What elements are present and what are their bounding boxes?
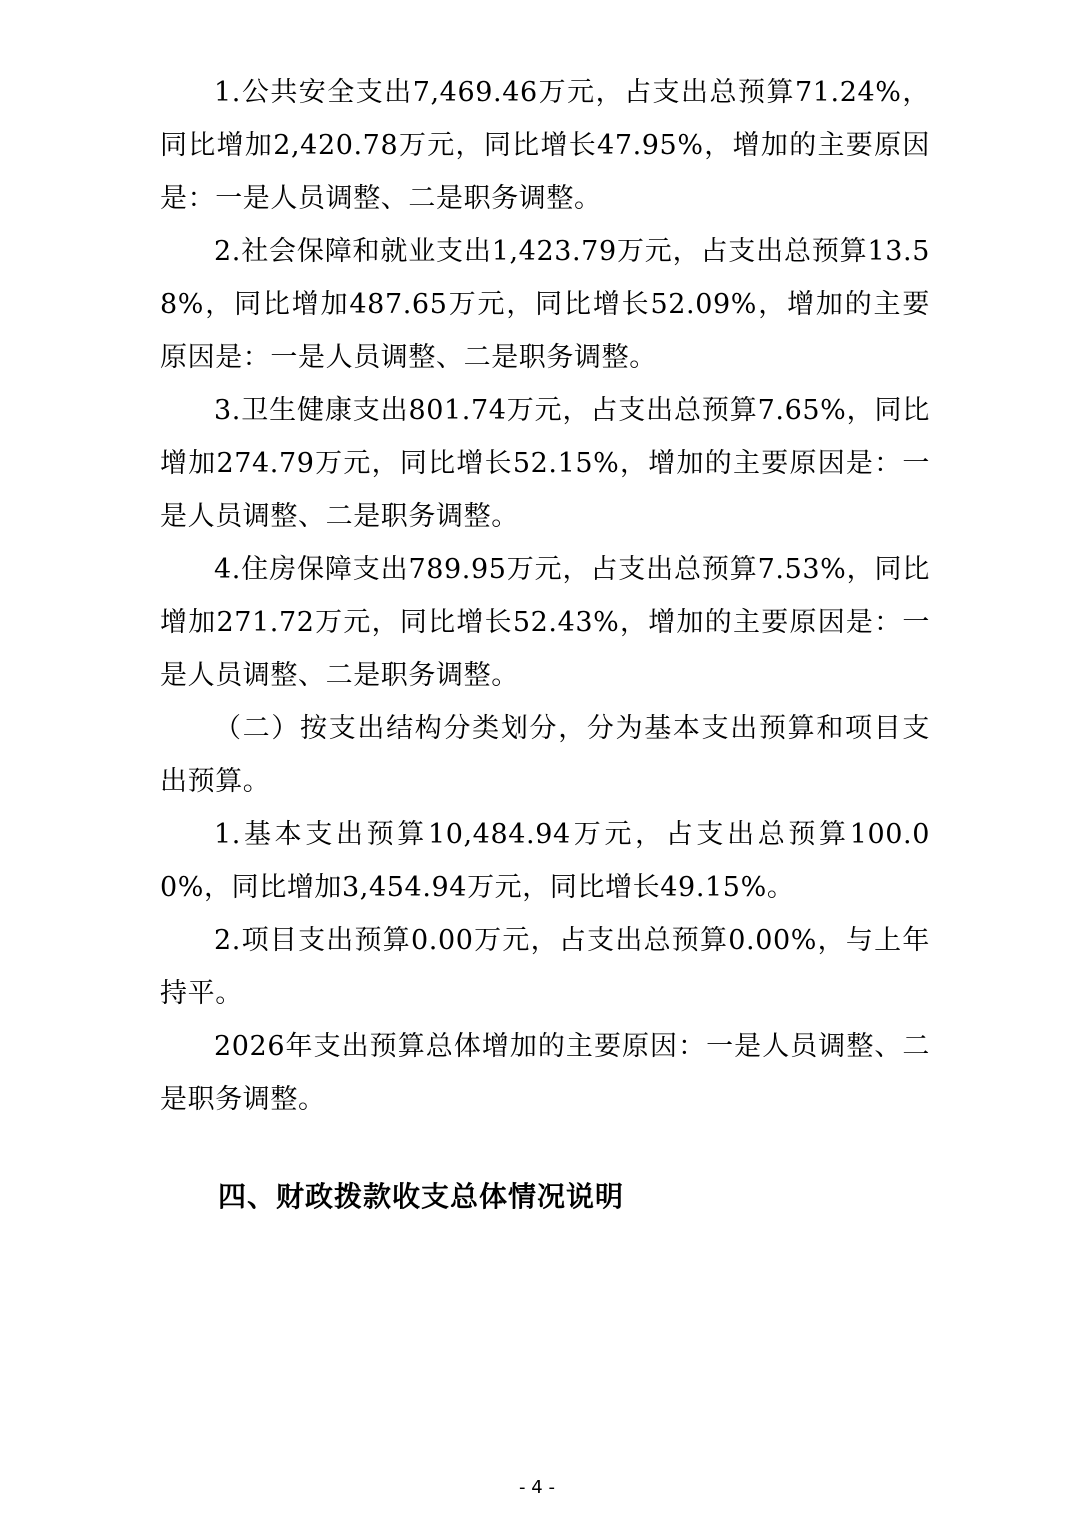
paragraph-public-security: 1.公共安全支出7,469.46万元，占支出总预算71.24%，同比增加2,420.78万元，同比增长47.95%，增加的主要原因是：一是人员调整、二是职务调整。 — [160, 77, 930, 214]
paragraph-social-security: 2.社会保障和就业支出1,423.79万元，占支出总预算13.58%，同比增加487.65万元，同比增长52.09%，增加的主要原因是：一是人员调整、二是职务调整。 — [160, 236, 930, 373]
body-text — [160, 66, 930, 1126]
paragraph-basic-expenditure: 1.基本支出预算10,484.94万元，占支出总预算100.00%，同比增加3,454.94万元，同比增长49.15%。 — [160, 819, 930, 903]
page-number: - 4 - — [519, 1477, 555, 1498]
paragraph-increase-reason: 2026年支出预算总体增加的主要原因：一是人员调整、二是职务调整。 — [160, 1031, 930, 1115]
section-heading: 四、财政拨款收支总体情况说明 — [218, 1180, 625, 1213]
paragraph-structure-classification: （二）按支出结构分类划分，分为基本支出预算和项目支出预算。 — [160, 713, 930, 797]
paragraph-project-expenditure: 2.项目支出预算0.00万元，占支出总预算0.00%，与上年持平。 — [160, 925, 930, 1009]
paragraph-housing: 4.住房保障支出789.95万元，占支出总预算7.53%，同比增加271.72万元，同比增长52.43%，增加的主要原因是：一是人员调整、二是职务调整。 — [160, 554, 930, 691]
paragraph-health: 3.卫生健康支出801.74万元，占支出总预算7.65%，同比增加274.79万元，同比增长52.15%，增加的主要原因是：一是人员调整、二是职务调整。 — [160, 395, 930, 532]
